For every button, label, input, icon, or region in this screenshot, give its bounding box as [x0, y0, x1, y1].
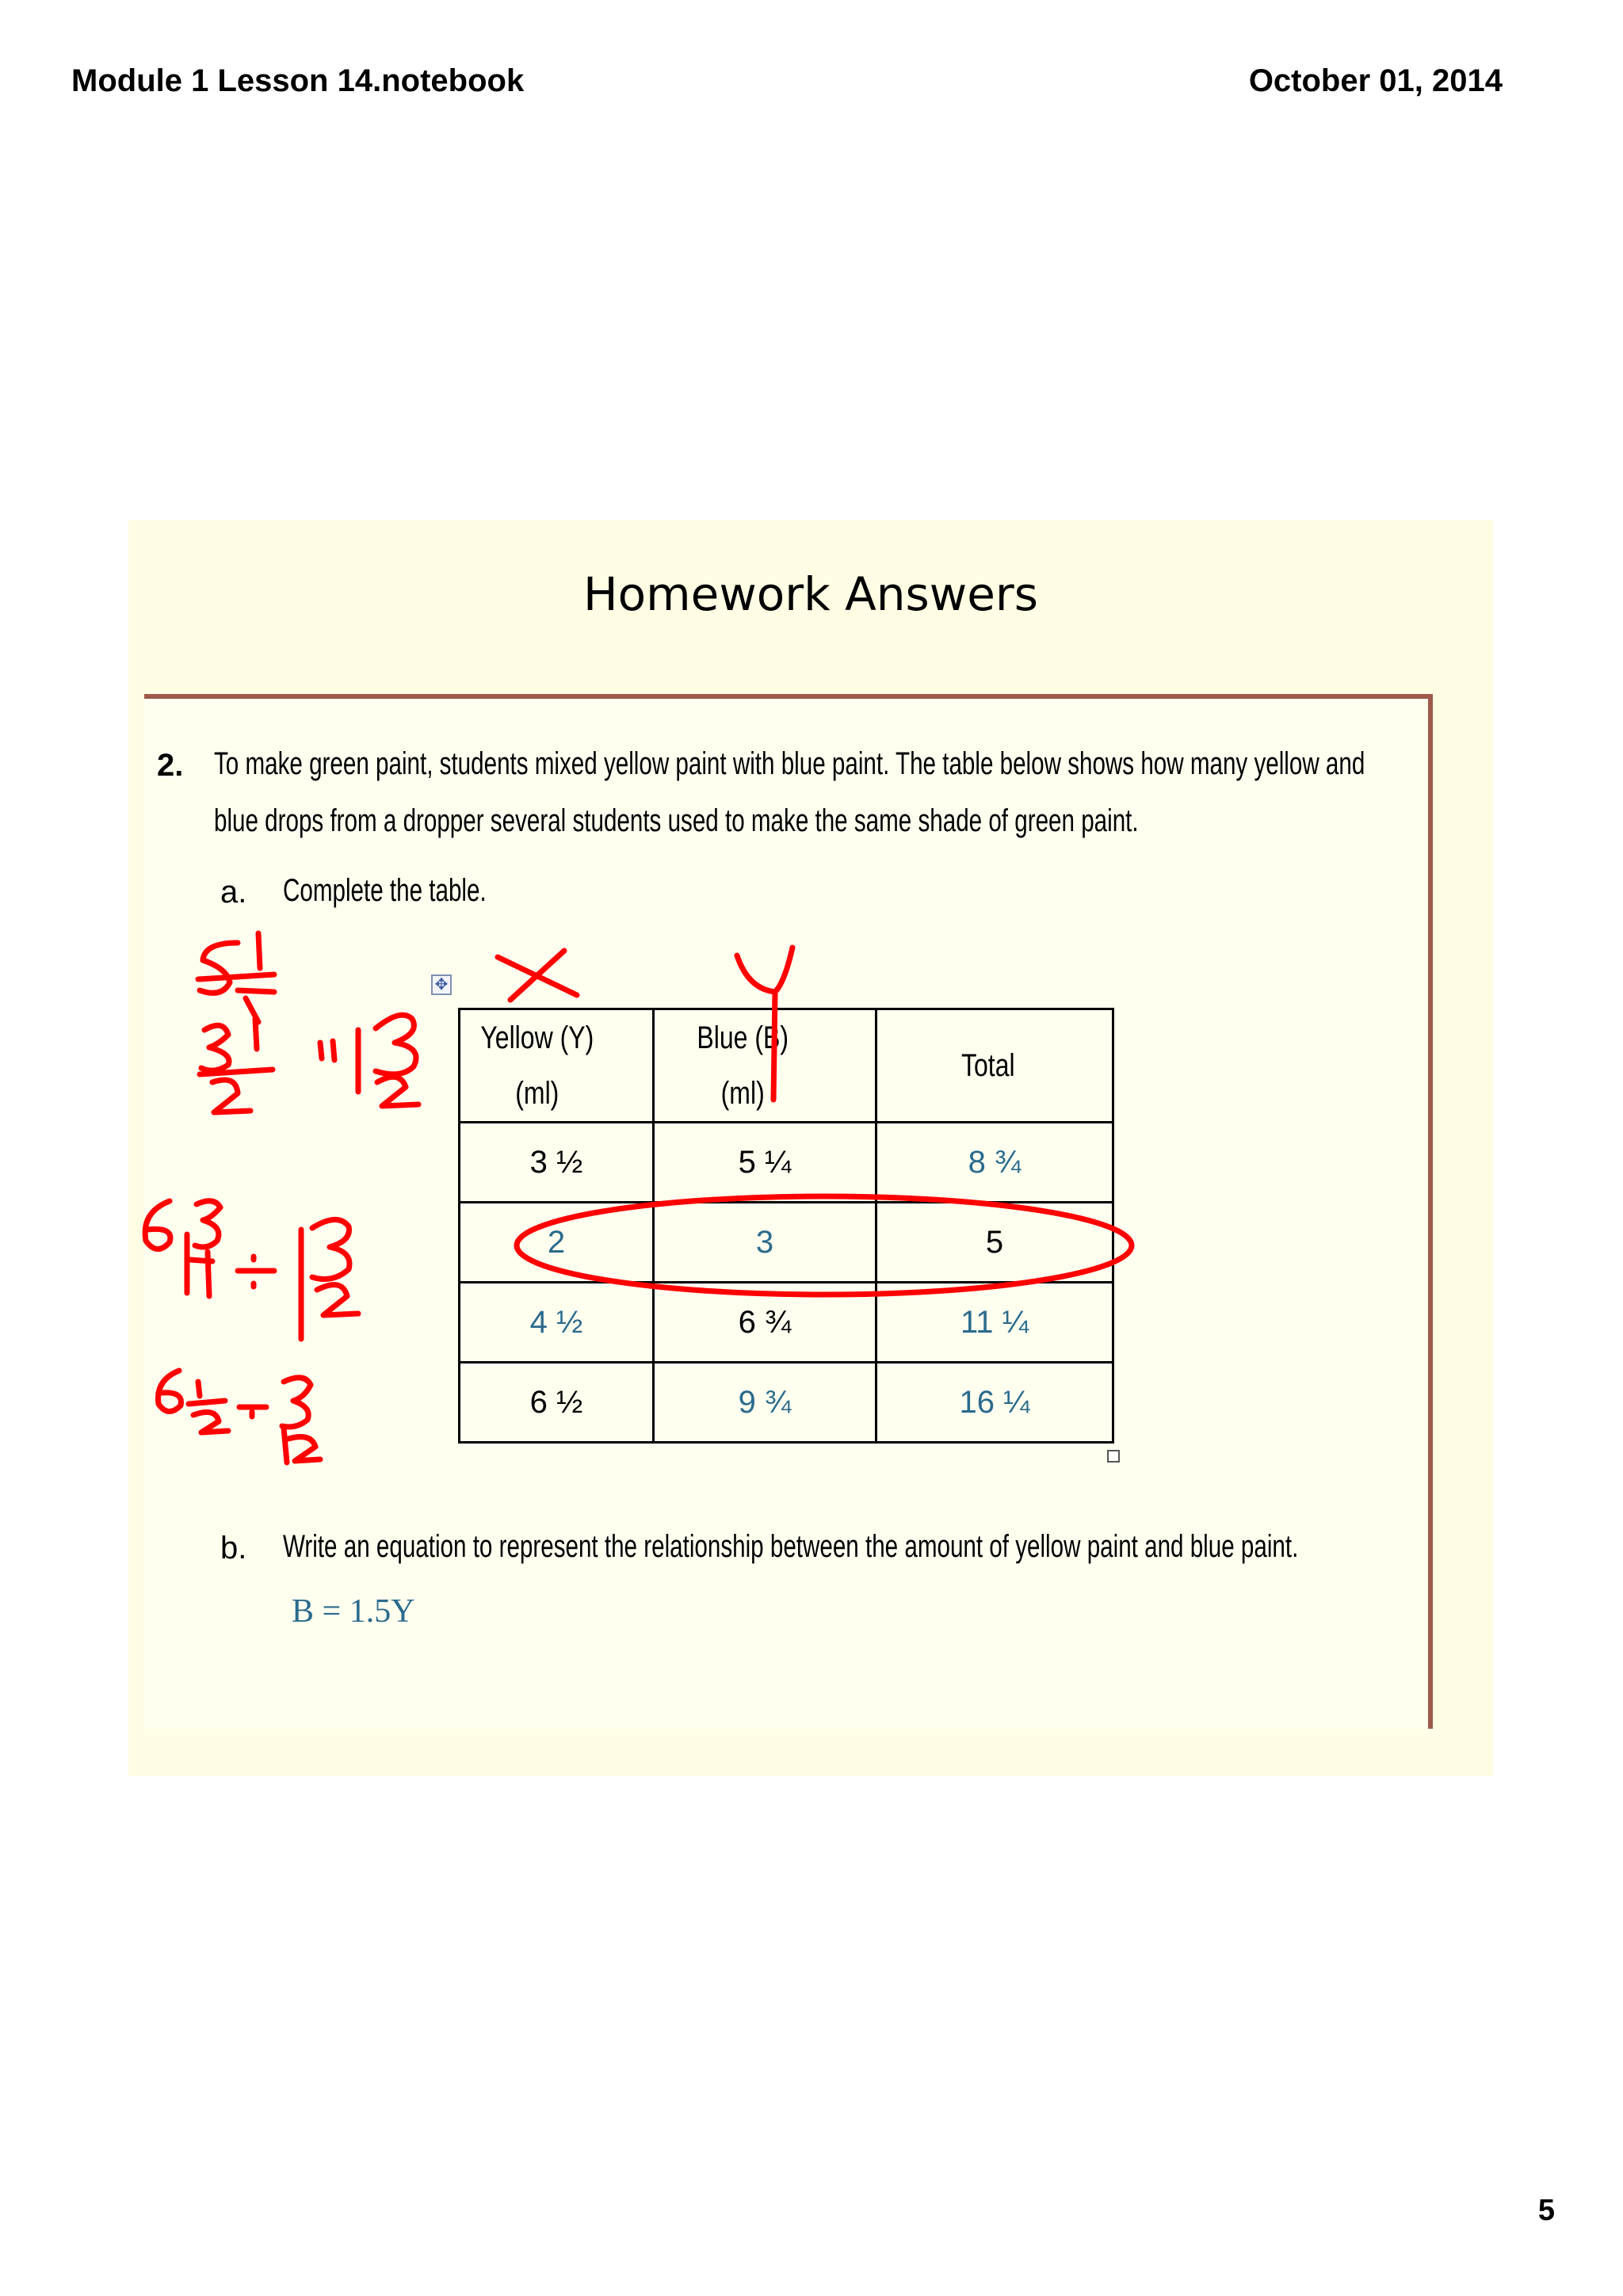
header-blue-line1: Blue (B) — [697, 1020, 789, 1055]
part-b-text: Write an equation to represent the relationship between the amount of yellow paint and blue paint. — [283, 1529, 1299, 1564]
notebook-title: Module 1 Lesson 14.notebook — [71, 63, 525, 98]
header-yellow-line1: Yellow (Y) — [480, 1020, 594, 1055]
table-cell: 6 ½ — [460, 1363, 654, 1443]
slide-panel — [128, 520, 1493, 1776]
table-move-handle-icon[interactable]: ✥ — [431, 974, 452, 995]
notebook-date: October 01, 2014 — [1248, 63, 1503, 98]
table-cell: 5 ¼ — [654, 1123, 876, 1203]
header-total — [876, 1009, 1113, 1123]
part-b-label: b. — [220, 1531, 247, 1566]
table-cell: 11 ¼ — [876, 1283, 1113, 1363]
header-total-label: Total — [960, 1047, 1015, 1083]
table-cell: 6 ¾ — [654, 1283, 876, 1363]
table-cell: 5 — [876, 1203, 1113, 1283]
table-row — [460, 1283, 1113, 1363]
table-resize-handle[interactable] — [1107, 1450, 1120, 1463]
problem-number: 2. — [157, 748, 184, 783]
part-a-text: Complete the table. — [283, 873, 487, 908]
table-cell: 16 ¼ — [876, 1363, 1113, 1443]
table-cell: 4 ½ — [460, 1283, 654, 1363]
header-blue-line2: (ml) — [720, 1076, 765, 1111]
table-row — [460, 1363, 1113, 1443]
table-header-row — [460, 1009, 1113, 1123]
table-cell: 8 ¾ — [876, 1123, 1113, 1203]
slide-title: Homework Answers — [583, 567, 1038, 621]
part-a-label: a. — [220, 875, 247, 910]
equation-answer: B = 1.5Y — [292, 1593, 415, 1630]
page-number: 5 — [1537, 2194, 1555, 2227]
paint-ratio-table — [458, 1008, 1114, 1444]
table-cell: 3 ½ — [460, 1123, 654, 1203]
problem-text-line1: To make green paint, students mixed yellow paint with blue paint. The table below shows how many yellow and — [214, 746, 1365, 781]
table-cell: 2 — [460, 1203, 654, 1283]
table-row — [460, 1203, 1113, 1283]
header-yellow — [460, 1009, 654, 1123]
header-blue — [654, 1009, 876, 1123]
header-yellow-line2: (ml) — [515, 1076, 559, 1111]
table-row — [460, 1123, 1113, 1203]
problem-text-line2: blue drops from a dropper several students used to make the same shade of green paint. — [214, 803, 1139, 838]
table-cell: 9 ¾ — [654, 1363, 876, 1443]
worksheet-screenshot — [144, 694, 1433, 1729]
table-cell: 3 — [654, 1203, 876, 1283]
